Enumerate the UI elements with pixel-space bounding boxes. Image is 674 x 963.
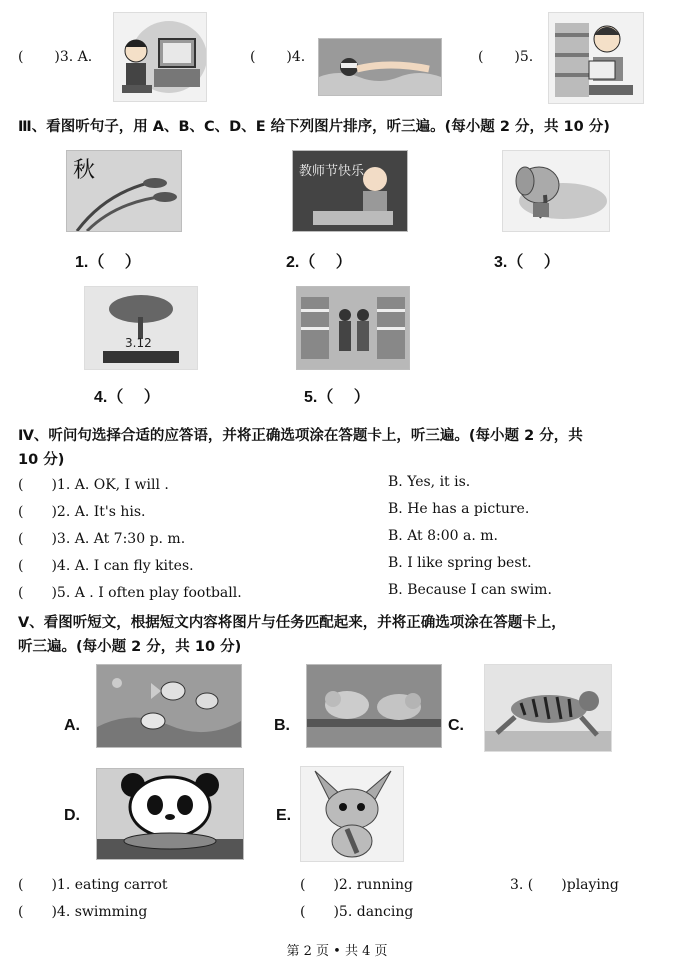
paren-close: ) <box>286 49 292 65</box>
section-5-title-line2: 听三遍。(每小题 2 分，共 10 分) <box>18 639 242 655</box>
page-footer: 第 2 页 • 共 4 页 <box>286 944 388 959</box>
picture-panda-dancing <box>96 768 244 860</box>
match-label-b: B. <box>274 717 290 734</box>
task-running: ( )2. running <box>300 877 413 893</box>
picture-tree-planting-day <box>84 286 198 370</box>
paren-close: ) <box>54 49 60 65</box>
q4-2-option-a: ( )2. A. It's his. <box>18 504 146 520</box>
match-label-e: E. <box>276 807 292 824</box>
section-3-title: Ⅲ、看图听句子，用 A、B、C、D、E 给下列图片排序，听三遍。(每小题 2 分，共 10 分) <box>18 119 610 135</box>
picture-boy-computer <box>113 12 207 102</box>
picture-autumn <box>66 150 182 232</box>
picture-monkeys <box>306 664 442 748</box>
picture-swimming <box>318 38 442 96</box>
paren-close: ) <box>514 49 520 65</box>
q4-5-option-a: ( )5. A . I often play football. <box>18 585 242 601</box>
order-label-1: 1.（ ） <box>75 254 141 271</box>
q3-row <box>18 49 92 65</box>
paren-open: ( <box>478 49 484 65</box>
q4-2-option-b: B. He has a picture. <box>388 501 530 517</box>
q5-row <box>478 49 533 65</box>
q4-4-option-b: B. I like spring best. <box>388 555 532 571</box>
order-label-4: 4.（ ） <box>94 389 160 406</box>
paren-open: ( <box>250 49 256 65</box>
q4-5-option-b: B. Because I can swim. <box>388 582 552 598</box>
option-label: A. <box>77 49 93 65</box>
picture-boy-reading <box>548 12 644 104</box>
q4-row <box>250 49 305 65</box>
picture-teachers-day <box>292 150 408 232</box>
task-swimming: ( )4. swimming <box>18 904 148 920</box>
picture-supermarket <box>296 286 410 370</box>
picture-rabbit-carrot <box>300 766 404 862</box>
question-number: 4. <box>291 49 306 65</box>
order-label-5: 5.（ ） <box>304 389 370 406</box>
q4-1-option-b: B. Yes, it is. <box>388 474 471 490</box>
section-4-title-line1: Ⅳ、听问句选择合适的应答语，并将正确选项涂在答题卡上，听三遍。(每小题 2 分，共 <box>18 428 583 444</box>
q4-4-option-a: ( )4. A. I can fly kites. <box>18 558 194 574</box>
teachers-day-text: 教师节快乐 <box>299 164 365 179</box>
question-number: 5. <box>519 49 534 65</box>
match-label-a: A. <box>64 717 80 734</box>
section-4-title-line2: 10 分) <box>18 452 65 468</box>
section-5-title-line1: Ⅴ、看图听短文，根据短文内容将图片与任务匹配起来，并将正确选项涂在答题卡上， <box>18 615 566 631</box>
match-label-c: C. <box>448 717 464 734</box>
order-label-3: 3.（ ） <box>494 254 560 271</box>
match-label-d: D. <box>64 807 80 824</box>
task-playing: 3. ( )playing <box>510 877 619 893</box>
picture-fish <box>96 664 242 748</box>
q4-3-option-b: B. At 8:00 a. m. <box>388 528 498 544</box>
autumn-character: 秋 <box>73 158 96 183</box>
picture-elephant <box>502 150 610 232</box>
question-number: 3. <box>59 49 74 65</box>
order-label-2: 2.（ ） <box>286 254 352 271</box>
q4-3-option-a: ( )3. A. At 7:30 p. m. <box>18 531 186 547</box>
tree-day-date: 3.12 <box>125 336 152 350</box>
task-dancing: ( )5. dancing <box>300 904 414 920</box>
picture-tiger-running <box>484 664 612 752</box>
q4-1-option-a: ( )1. A. OK, I will . <box>18 477 169 493</box>
paren-open: ( <box>18 49 24 65</box>
task-eating-carrot: ( )1. eating carrot <box>18 877 168 893</box>
